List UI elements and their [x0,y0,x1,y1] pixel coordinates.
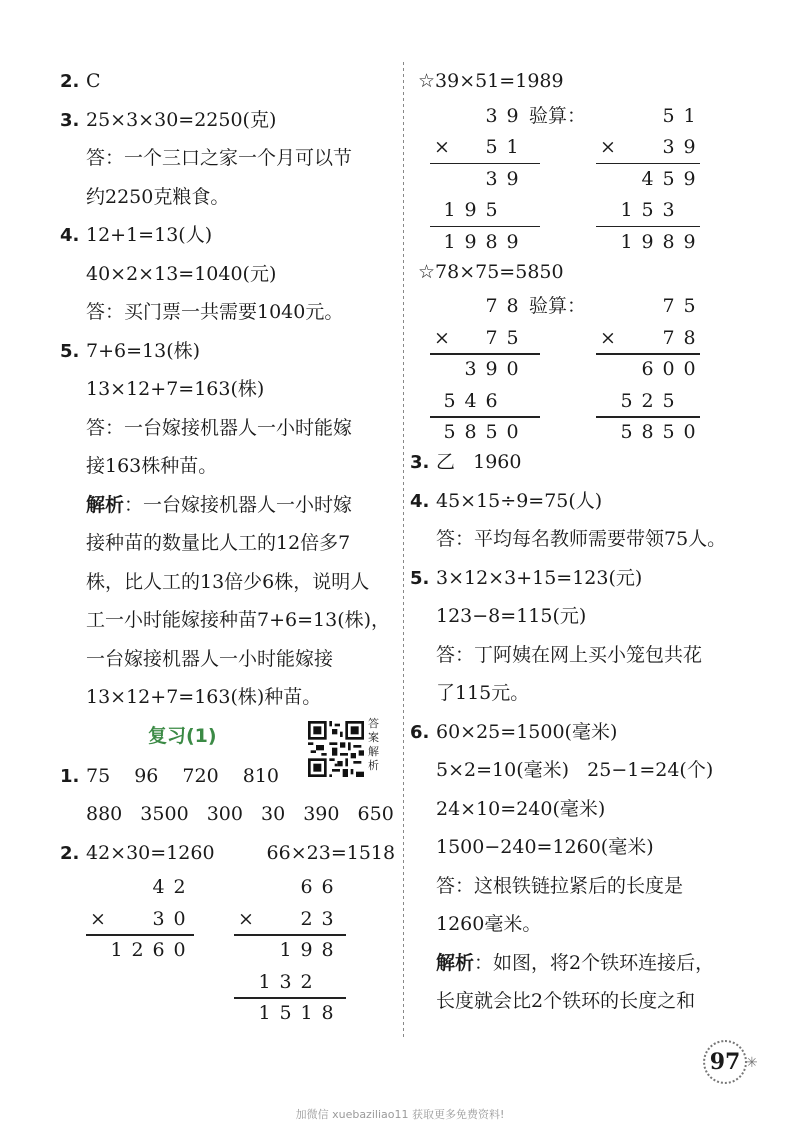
digit: 3 [662,136,675,158]
right-analysis-6-line2: 长度就会比2个铁环的长度之和 [436,990,696,1012]
answer-5-line2: 接163株种苗。 [86,455,218,477]
digit: 9 [506,167,519,190]
digit: 5 [485,199,498,221]
digit: 1 [443,230,456,253]
multiplier-row [658,323,700,353]
digit: 8 [683,326,696,349]
digit: 1 [258,970,271,993]
partial-product-2 [439,386,502,416]
digit: 8 [641,421,654,443]
digit: 4 [641,167,654,190]
partial-product-1 [460,354,523,384]
digit: 9 [506,104,519,127]
digit: 8 [464,421,477,443]
multiply-sign: × [600,136,616,158]
digit: 5 [620,421,633,443]
digit: 9 [464,199,477,221]
digit: 9 [683,167,696,190]
digit: 6 [152,939,165,961]
digit: 9 [300,939,313,961]
qr-code-icon[interactable] [308,721,364,777]
digit: 9 [464,230,477,253]
vertical-multiplication-78x75 [418,291,758,443]
multiply-sign: × [238,907,254,930]
digit: 3 [662,199,675,221]
qr-caption: 答案解析 [368,716,379,772]
multiplier-row [481,132,523,162]
digit: 8 [321,1002,334,1024]
digit: 1 [683,104,696,127]
digit: 8 [485,230,498,253]
product-row [106,935,190,965]
page-number: 97 [703,1040,747,1084]
right-39x51-equation: ☆39×51=1989 [418,70,564,92]
digit: 5 [662,421,675,443]
check-label: 验算： [529,295,587,317]
product-row [439,417,523,447]
multiplicand-row [658,291,700,321]
answer-5-line1: 答：一台嫁接机器人一小时能嫁 [86,416,353,439]
partial-product-1 [481,164,523,194]
digit: 1 [110,939,123,961]
right-answer-6-equation4: 1500−240=1260(毫米) [436,836,654,858]
multiply-sign: × [90,907,106,930]
digit: 3 [152,907,165,930]
digit: 1 [443,199,456,221]
right-78x75-equation: ☆78×75=5850 [418,260,564,283]
digit: 0 [173,939,186,961]
digit: 8 [662,230,675,253]
multiplier-row [481,323,523,353]
multiplier-row [296,904,338,934]
digit: 5 [485,421,498,443]
product-row [616,417,700,447]
digit: 5 [443,389,456,412]
digit: 0 [683,421,696,443]
right-answer-5-equation2: 123−8=115(元) [436,605,587,627]
multiply-sign: × [434,326,450,349]
partial-product-2 [439,195,502,225]
digit: 5 [662,167,675,190]
right-analysis-6-line1: 解析：如图，将2个铁环连接后， [436,951,715,974]
digit: 5 [662,389,675,412]
digit: 9 [506,230,519,253]
digit: 1 [300,1002,313,1024]
answer-5-equation1: 5. 7+6=13(株) [60,339,201,362]
digit: 5 [443,421,456,443]
answer-5-equation2: 13×12+7=163(株) [86,378,265,400]
right-answer-5-line1: 答：丁阿姨在网上买小笼包共花 [436,643,703,666]
left-column [60,62,396,1062]
digit: 6 [485,389,498,412]
digit: 7 [485,295,498,317]
analysis-5-line3: 株，比人工的13倍少6株，说明人 [86,570,370,593]
multiplier-row [148,904,190,934]
right-answer-6-equation1: 6. 60×25=1500(毫米) [410,720,618,743]
review-title: 复习(1) [148,724,217,747]
partial-product-1 [637,164,700,194]
column-divider [403,62,404,1037]
right-answer-4-equation: 4. 45×15÷9=75(人) [410,489,603,512]
digit: 7 [485,326,498,349]
review-1-row2: 880 3500 300 30 390 650 [86,803,394,825]
analysis-5-line5: 一台嫁接机器人一小时能嫁接 [86,647,334,670]
digit: 2 [131,939,144,961]
multiply-sign: × [434,136,450,158]
check-label: 验算： [529,104,587,127]
digit: 8 [506,295,519,317]
digit: 4 [464,389,477,412]
digit: 9 [641,230,654,253]
digit: 3 [464,358,477,380]
partial-product-2 [616,195,679,225]
right-answer-5-line2: 了115元。 [436,682,530,704]
right-answer-6-line1: 答：这根铁链拉紧后的长度是 [436,874,684,897]
digit: 2 [641,389,654,412]
digit: 2 [300,907,313,930]
right-answer-5-equation1: 5. 3×12×3+15=123(元) [410,566,643,589]
digit: 8 [321,939,334,961]
partial-product-2 [616,386,679,416]
digit: 1 [620,199,633,221]
digit: 3 [485,104,498,127]
analysis-5-line1: 解析：一台嫁接机器人一小时嫁 [86,493,353,516]
partial-product-1 [275,935,338,965]
answer-3-line2: 约2250克粮食。 [86,185,230,208]
digit: 5 [506,326,519,349]
right-answer-3: 3. 乙 1960 [410,451,522,473]
digit: 1 [620,230,633,253]
review-1-row1: 1. 75 96 720 810 [60,764,280,787]
multiply-sign: × [600,326,616,349]
answer-4-equation2: 40×2×13=1040(元) [86,262,277,285]
digit: 6 [321,876,334,898]
digit: 0 [662,358,675,380]
review-2-equations: 2. 42×30=1260 66×23=1518 [60,841,396,864]
digit: 1 [506,136,519,158]
answer-2: 2. C [60,70,101,92]
analysis-5-line6: 13×12+7=163(株)种苗。 [86,686,322,708]
digit: 7 [662,326,675,349]
digit: 1 [279,939,292,961]
multiplicand-row [481,291,523,321]
digit: 1 [258,1002,271,1024]
digit: 9 [683,136,696,158]
digit: 5 [279,1002,292,1024]
footer-watermark: 加微信 xuebaziliao11 获取更多免费资料! [295,1108,505,1121]
review-header [60,716,390,772]
analysis-5-line4: 工一小时能嫁接种苗7+6=13(株)， [86,609,391,631]
digit: 5 [620,389,633,412]
vertical-multiplication-39x51 [418,101,758,253]
analysis-5-line2: 接种苗的数量比人工的12倍多7 [86,532,351,554]
product-row [254,998,338,1028]
digit: 7 [662,295,675,317]
vertical-multiplication-42x30 [60,872,390,1062]
digit: 9 [683,230,696,253]
digit: 2 [173,876,186,898]
answer-4-equation1: 4. 12+1=13(人) [60,224,213,246]
digit: 3 [321,907,334,930]
product-row [439,227,523,257]
digit: 3 [485,167,498,190]
partial-product-1 [637,354,700,384]
multiplicand-row [481,101,523,131]
multiplicand-row [658,101,700,131]
digit: 2 [300,970,313,993]
answer-4-text: 答：买门票一共需要1040元。 [86,301,344,323]
star-decoration-icon: ✳ [746,1055,758,1071]
digit: 5 [485,136,498,158]
digit: 6 [641,358,654,380]
partial-product-2 [254,967,317,997]
digit: 5 [683,295,696,317]
answer-3-line1: 答：一个三口之家一个月可以节 [86,147,353,169]
digit: 9 [485,358,498,380]
digit: 0 [173,907,186,930]
right-column [410,62,758,1021]
digit: 0 [506,421,519,443]
multiplier-row [658,132,700,162]
right-answer-4-text: 答：平均每名教师需要带领75人。 [436,528,727,550]
digit: 5 [662,104,675,127]
digit: 6 [300,876,313,898]
product-row [616,227,700,257]
digit: 0 [506,358,519,380]
right-answer-6-equation3: 24×10=240(毫米) [436,797,606,820]
digit: 4 [152,876,165,898]
digit: 0 [683,358,696,380]
digit: 5 [641,199,654,221]
right-answer-6-equation2: 5×2=10(毫米) 25−1=24(个) [436,759,714,781]
digit: 3 [279,970,292,993]
multiplicand-row [296,872,338,902]
multiplicand-row [148,872,190,902]
answer-3-equation: 3. 25×3×30=2250(克) [60,108,277,131]
right-answer-6-line2: 1260毫米。 [436,913,542,935]
